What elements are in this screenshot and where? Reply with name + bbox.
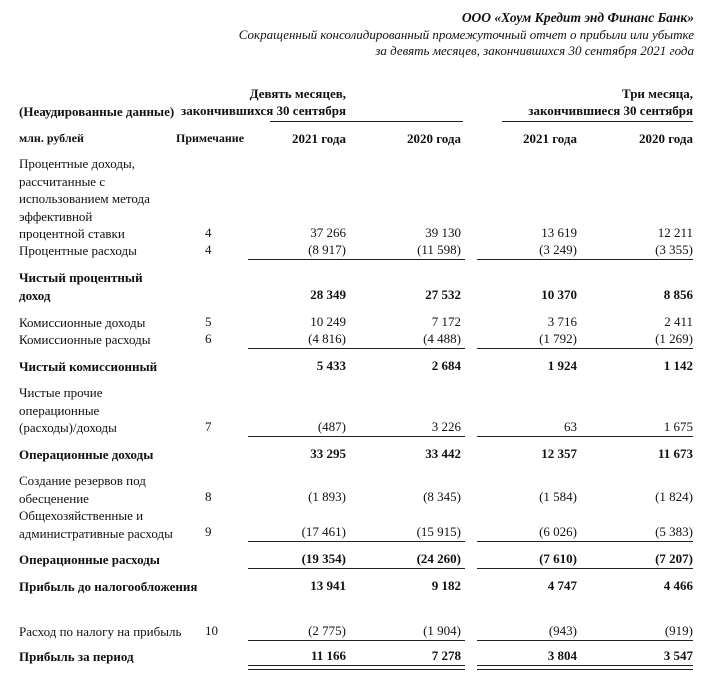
- interest-expense-2020-9m: (11 598): [417, 242, 461, 257]
- impairment-2021-3m: (1 584): [539, 489, 577, 504]
- income-tax-2021-9m: (2 775): [308, 623, 346, 638]
- interest-income-note: 4: [205, 225, 212, 240]
- interest-expense-label: Процентные расходы: [19, 243, 137, 258]
- impairment-note: 8: [205, 489, 212, 504]
- operating-income-2021-3m: 12 357: [541, 446, 577, 461]
- three-months-header-line1: Три месяца,: [622, 86, 693, 101]
- net-interest-income-2020-3m: 8 856: [663, 287, 693, 302]
- other-operating-note: 7: [205, 419, 212, 434]
- impairment-2020-9m: (8 345): [423, 489, 461, 504]
- col-2021-3m: 2021 года: [522, 131, 577, 146]
- three-months-header-line2: закончившиеся 30 сентября: [528, 103, 693, 118]
- total-double-rule: [477, 665, 693, 670]
- nine-months-header-line1: Девять месяцев,: [249, 86, 346, 101]
- subtotal-rule: [477, 348, 693, 349]
- income-tax-2020-3m: (919): [664, 623, 693, 638]
- nine-months-header-line2: закончившихся 30 сентября: [181, 103, 346, 118]
- impairment-2021-9m: (1 893): [308, 489, 346, 504]
- note-column-header: Примечание: [176, 131, 245, 145]
- subtotal-rule: [477, 640, 693, 641]
- interest-income-2020-9m: 39 130: [425, 225, 461, 240]
- interest-income-2020-3m: 12 211: [657, 225, 693, 240]
- other-operating-2021-3m: 63: [564, 419, 577, 434]
- operating-expenses-2021-3m: (7 610): [539, 551, 577, 566]
- fee-income-2020-9m: 7 172: [431, 314, 461, 329]
- fee-income-2021-3m: 3 716: [547, 314, 577, 329]
- fee-expense-label: Комиссионные расходы: [19, 332, 151, 347]
- operating-expenses-2021-9m: (19 354): [301, 551, 346, 566]
- profit-before-tax-label: Прибыль до налогообложения: [19, 579, 198, 594]
- profit-before-tax-2020-3m: 4 466: [663, 578, 693, 593]
- net-fee-2021-3m: 1 924: [547, 358, 577, 373]
- interest-income-2021-3m: 13 619: [541, 225, 577, 240]
- report-title: Сокращенный консолидированный промежуточный отчет о прибыли или убытке: [238, 27, 694, 42]
- other-operating-2021-9m: (487): [317, 419, 346, 434]
- other-operating-label: Чистые прочие операционные (расходы)/доходы: [19, 385, 117, 435]
- operating-income-2020-9m: 33 442: [425, 446, 461, 461]
- impairment-label: Создание резервов под обесценение: [19, 473, 146, 506]
- fee-expense-2020-9m: (4 488): [423, 331, 461, 346]
- col-2020-9m: 2020 года: [406, 131, 461, 146]
- company-name: ООО «Хоум Кредит энд Финанс Банк»: [461, 10, 694, 25]
- profit-before-tax-2021-9m: 13 941: [310, 578, 346, 593]
- three-months-header-rule: [502, 121, 693, 122]
- subtotal-rule: [248, 640, 465, 641]
- operating-expenses-2020-9m: (24 260): [416, 551, 461, 566]
- subtotal-rule: [248, 541, 465, 542]
- fee-expense-2021-9m: (4 816): [308, 331, 346, 346]
- subtotal-rule: [477, 568, 693, 569]
- profit-before-tax-2020-9m: 9 182: [431, 578, 461, 593]
- interest-income-label: Процентные доходы, рассчитанные с использованием метода эффективной процентной ставки: [19, 156, 150, 241]
- interest-expense-2020-3m: (3 355): [655, 242, 693, 257]
- other-operating-2020-3m: 1 675: [663, 419, 693, 434]
- subtotal-rule: [248, 568, 465, 569]
- net-interest-income-2020-9m: 27 532: [425, 287, 461, 302]
- interest-income-2021-9m: 37 266: [310, 225, 346, 240]
- fee-income-note: 5: [205, 314, 212, 329]
- ga-expenses-2021-3m: (6 026): [539, 524, 577, 539]
- col-2021-9m: 2021 года: [291, 131, 346, 146]
- net-interest-income-2021-9m: 28 349: [310, 287, 346, 302]
- net-fee-label: Чистый комиссионный: [19, 359, 158, 374]
- profit-before-tax-2021-3m: 4 747: [547, 578, 577, 593]
- operating-income-label: Операционные доходы: [19, 447, 154, 462]
- net-interest-income-2021-3m: 10 370: [541, 287, 577, 302]
- profit-for-period-2020-9m: 7 278: [431, 648, 461, 663]
- report-period: за девять месяцев, закончившихся 30 сентября 2021 года: [375, 43, 694, 58]
- subtotal-rule: [477, 259, 693, 260]
- other-operating-2020-9m: 3 226: [431, 419, 461, 434]
- interest-expense-2021-9m: (8 917): [308, 242, 346, 257]
- ga-expenses-2020-3m: (5 383): [655, 524, 693, 539]
- income-tax-2020-9m: (1 904): [423, 623, 461, 638]
- net-fee-2021-9m: 5 433: [316, 358, 346, 373]
- operating-income-2021-9m: 33 295: [310, 446, 346, 461]
- units-label: млн. рублей: [19, 131, 84, 145]
- impairment-2020-3m: (1 824): [655, 489, 693, 504]
- nine-months-header-rule: [270, 121, 463, 122]
- unaudited-label: (Неаудированные данные): [19, 104, 175, 119]
- fee-expense-note: 6: [205, 331, 212, 346]
- ga-expenses-label: Общехозяйственные и административные расходы: [19, 508, 173, 541]
- profit-for-period-label: Прибыль за период: [19, 649, 134, 664]
- ga-expenses-2021-9m: (17 461): [301, 524, 346, 539]
- subtotal-rule: [248, 348, 465, 349]
- fee-income-2020-3m: 2 411: [664, 314, 693, 329]
- income-tax-2021-3m: (943): [548, 623, 577, 638]
- operating-expenses-2020-3m: (7 207): [655, 551, 693, 566]
- interest-expense-note: 4: [205, 242, 212, 257]
- net-fee-2020-9m: 2 684: [431, 358, 461, 373]
- ga-expenses-note: 9: [205, 524, 212, 539]
- fee-income-2021-9m: 10 249: [310, 314, 346, 329]
- subtotal-rule: [248, 436, 465, 437]
- col-2020-3m: 2020 года: [638, 131, 693, 146]
- total-double-rule: [248, 665, 465, 670]
- fee-income-label: Комиссионные доходы: [19, 315, 146, 330]
- net-interest-income-label: Чистый процентный доход: [19, 270, 143, 303]
- subtotal-rule: [477, 436, 693, 437]
- profit-for-period-2021-9m: 11 166: [310, 648, 346, 663]
- operating-income-2020-3m: 11 673: [657, 446, 693, 461]
- fee-expense-2020-3m: (1 269): [655, 331, 693, 346]
- profit-for-period-2021-3m: 3 804: [547, 648, 577, 663]
- profit-for-period-2020-3m: 3 547: [663, 648, 693, 663]
- interest-expense-2021-3m: (3 249): [539, 242, 577, 257]
- subtotal-rule: [248, 259, 465, 260]
- net-fee-2020-3m: 1 142: [663, 358, 693, 373]
- fee-expense-2021-3m: (1 792): [539, 331, 577, 346]
- ga-expenses-2020-9m: (15 915): [416, 524, 461, 539]
- subtotal-rule: [477, 541, 693, 542]
- operating-expenses-label: Операционные расходы: [19, 552, 160, 567]
- income-tax-note: 10: [205, 623, 218, 638]
- income-tax-label: Расход по налогу на прибыль: [19, 624, 182, 639]
